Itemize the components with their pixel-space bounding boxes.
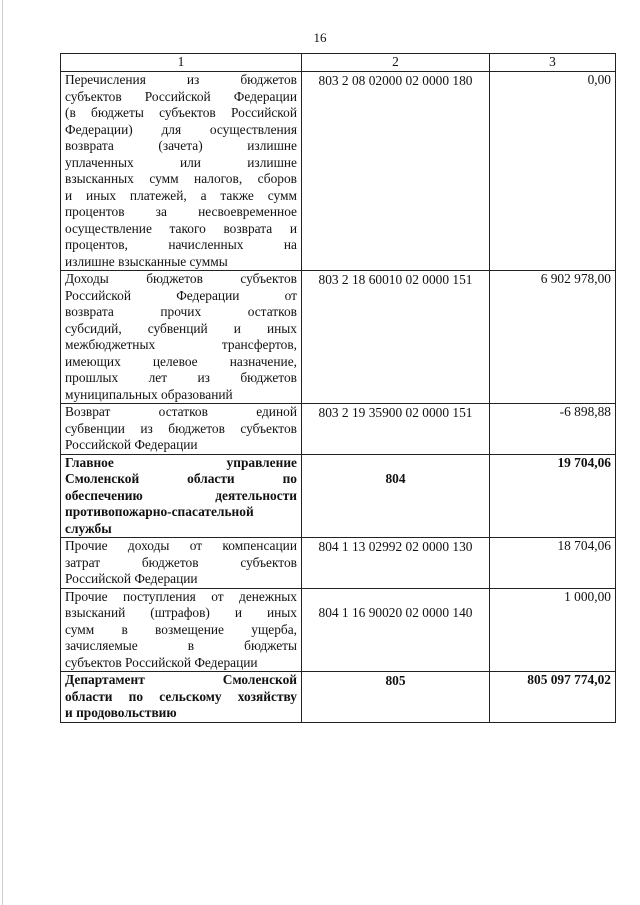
description-line: Перечисления из бюджетов (65, 72, 297, 87)
description-line: взысканных сумм налогов, сборов (65, 171, 297, 186)
table-header-row (61, 54, 616, 72)
description-line: (в бюджеты субъектов Российской (65, 105, 297, 120)
description-line: обеспечению деятельности (65, 487, 297, 503)
column-header: 3 (490, 54, 616, 72)
description-line: Главное управление (65, 454, 297, 470)
table-row (61, 588, 616, 672)
description-line: имеющих целевое назначение, (65, 353, 297, 369)
description-line: службы (65, 520, 112, 536)
description-line: межбюджетных трансфертов, (65, 337, 297, 352)
description-line: субвенции из бюджетов субъектов (65, 420, 297, 436)
description-line: прошлых лет из бюджетов (65, 370, 297, 385)
row-code (302, 538, 490, 589)
row-amount: -6 898,88 (490, 404, 616, 455)
row-code (302, 72, 490, 271)
description-line: субъектов Российской Федерации (65, 88, 297, 104)
code-value: 803 2 18 60010 02 0000 151 (318, 272, 473, 287)
table-body (61, 72, 616, 723)
code-value: 804 1 16 90020 02 0000 140 (318, 604, 473, 620)
row-description (61, 404, 302, 455)
column-header: 1 (61, 54, 302, 72)
description-line: Прочие поступления от денежных (65, 588, 297, 604)
description-line: Российской Федерации (65, 571, 198, 586)
row-description (61, 271, 302, 404)
description-line: взысканий (штрафов) и иных (65, 605, 297, 620)
row-code (302, 404, 490, 455)
code-value: 804 1 13 02992 02 0000 130 (318, 539, 473, 554)
description-line: уплаченных или излишне (65, 154, 297, 170)
description-line: Российской Федерации (65, 437, 198, 452)
description-line: излишне взысканные суммы (65, 253, 228, 269)
description-line: Департамент Смоленской (65, 672, 297, 687)
description-line: Доходы бюджетов субъектов (65, 271, 297, 286)
description-line: Федерации) для осуществления (65, 121, 297, 137)
row-amount: 19 704,06 (490, 454, 616, 538)
row-amount: 6 902 978,00 (490, 271, 616, 404)
code-value: 805 (385, 673, 406, 688)
row-amount: 0,00 (490, 72, 616, 271)
table-row (61, 404, 616, 455)
description-line: Российской Федерации от (65, 287, 297, 303)
row-amount: 18 704,06 (490, 538, 616, 589)
description-line: процентов, начисленных на (65, 237, 297, 252)
description-line: осуществление такого возврата и (65, 220, 297, 236)
description-line: муниципальных образований (65, 386, 233, 402)
code-value: 803 2 19 35900 02 0000 151 (318, 405, 473, 420)
row-amount: 1 000,00 (490, 588, 616, 672)
row-code (302, 672, 490, 723)
description-line: Прочие доходы от компенсации (65, 538, 297, 553)
row-description (61, 588, 302, 672)
column-header: 2 (302, 54, 490, 72)
table-row (61, 454, 616, 538)
scan-edge-line (2, 0, 3, 905)
budget-table (60, 53, 616, 723)
description-line: Смоленской области по (65, 471, 297, 486)
description-line: процентов за несвоевременное (65, 204, 297, 219)
row-code (302, 454, 490, 538)
row-code (302, 271, 490, 404)
row-description (61, 672, 302, 723)
row-amount: 805 097 774,02 (490, 672, 616, 723)
row-description (61, 454, 302, 538)
table-row (61, 538, 616, 589)
description-line: Возврат остатков единой (65, 404, 297, 419)
row-code (302, 588, 490, 672)
table-row (61, 672, 616, 723)
code-value: 804 (385, 470, 406, 486)
description-line: и иных платежей, а также сумм (65, 187, 297, 203)
table-row (61, 72, 616, 271)
description-line: области по сельскому хозяйству (65, 688, 297, 704)
page-number: 16 (313, 30, 327, 45)
description-line: возврата (зачета) излишне (65, 138, 297, 153)
description-line: субсидий, субвенций и иных (65, 320, 297, 336)
description-line: противопожарно-спасательной (65, 504, 254, 519)
table-row (61, 271, 616, 404)
code-value: 803 2 08 02000 02 0000 180 (318, 73, 473, 88)
description-line: субъектов Российской Федерации (65, 654, 258, 670)
description-line: сумм в возмещение ущерба, (65, 621, 297, 637)
description-line: возврата прочих остатков (65, 304, 297, 319)
description-line: затрат бюджетов субъектов (65, 554, 297, 570)
row-description (61, 72, 302, 271)
description-line: зачисляемые в бюджеты (65, 638, 297, 653)
row-description (61, 538, 302, 589)
description-line: и продовольствию (65, 705, 177, 720)
